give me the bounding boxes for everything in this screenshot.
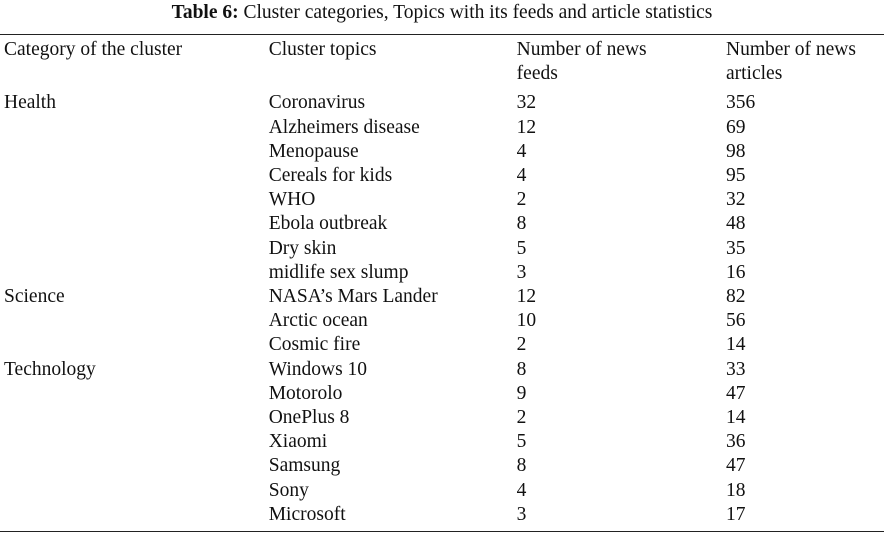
cell-category — [0, 237, 269, 261]
cell-category — [0, 140, 269, 164]
table-row — [0, 212, 884, 236]
cell-articles: 95 — [725, 165, 746, 187]
cell-topic: Xiaomi — [268, 431, 328, 453]
table-row — [0, 333, 884, 357]
cell-feeds: 4 — [516, 140, 527, 162]
table-row — [0, 454, 884, 478]
cell-feeds: 9 — [516, 382, 527, 404]
table-caption-text: Cluster categories, Topics with its feeds and article statistics — [243, 2, 713, 23]
table-row — [0, 261, 884, 285]
table-row — [0, 140, 884, 164]
cell-category — [0, 454, 269, 478]
cell-category — [0, 503, 269, 527]
cell-category: Science — [4, 286, 65, 308]
cell-feeds: 8 — [516, 455, 527, 477]
cell-articles: 98 — [725, 140, 746, 162]
header-articles — [726, 38, 884, 91]
cell-feeds: 8 — [516, 213, 527, 235]
cell-articles: 69 — [725, 116, 746, 138]
header-category: Category of the cluster — [4, 39, 183, 60]
cell-category — [0, 116, 269, 140]
cell-topic: Arctic ocean — [268, 310, 368, 332]
header-feeds — [517, 38, 726, 91]
cell-category — [0, 333, 269, 357]
table-row — [0, 430, 884, 454]
cell-articles: 56 — [725, 310, 746, 332]
header-articles-label: Number of news articles — [725, 39, 856, 85]
cell-articles: 48 — [725, 213, 746, 235]
cell-topic: Menopause — [268, 140, 359, 162]
table-row — [0, 309, 884, 333]
cell-category — [0, 479, 269, 503]
table-row — [0, 285, 884, 309]
table-top-rule — [0, 34, 884, 35]
table-row — [0, 91, 884, 115]
cell-feeds: 2 — [516, 407, 527, 429]
cell-articles: 82 — [725, 286, 746, 308]
table-row — [0, 164, 884, 188]
table-row — [0, 503, 884, 527]
cell-topic: midlife sex slump — [268, 261, 409, 283]
cell-feeds: 2 — [516, 334, 527, 356]
cell-feeds: 4 — [516, 479, 527, 501]
cell-category — [0, 430, 269, 454]
cell-feeds: 12 — [516, 286, 537, 308]
table-header-row — [0, 38, 884, 91]
cell-articles: 16 — [725, 261, 746, 283]
table-row — [0, 188, 884, 212]
cell-articles: 17 — [725, 503, 746, 525]
header-feeds-label: Number of news feeds — [516, 39, 647, 85]
cell-feeds: 8 — [516, 358, 527, 380]
table-caption-label: Table 6: — [171, 2, 239, 23]
cell-topic: Ebola outbreak — [268, 213, 388, 235]
cell-articles: 35 — [725, 237, 746, 259]
cell-articles: 14 — [725, 334, 746, 356]
table-row — [0, 479, 884, 503]
cell-topic: Dry skin — [268, 237, 337, 259]
cell-articles: 18 — [725, 479, 746, 501]
cell-feeds: 5 — [516, 237, 527, 259]
cell-category — [0, 212, 269, 236]
cell-feeds: 10 — [516, 310, 537, 332]
cell-articles: 36 — [725, 431, 746, 453]
cell-feeds: 3 — [516, 261, 527, 283]
cell-topic: OnePlus 8 — [268, 407, 350, 429]
cell-feeds: 3 — [516, 503, 527, 525]
cell-category — [0, 309, 269, 333]
table-row — [0, 406, 884, 430]
cell-feeds: 4 — [516, 165, 527, 187]
cell-category — [0, 188, 269, 212]
cell-topic: Alzheimers disease — [268, 116, 420, 138]
cell-feeds: 12 — [516, 116, 537, 138]
cell-feeds: 32 — [516, 92, 537, 114]
table-bottom-rule — [0, 531, 884, 532]
cell-topic: Cosmic fire — [268, 334, 361, 356]
cell-topic: Sony — [268, 479, 309, 501]
cell-topic: WHO — [268, 189, 316, 211]
cell-category — [0, 261, 269, 285]
cell-topic: Cereals for kids — [268, 165, 393, 187]
cell-topic: Microsoft — [268, 503, 346, 525]
cell-category — [0, 406, 269, 430]
cell-topic: Motorolo — [268, 382, 343, 404]
header-topic: Cluster topics — [268, 39, 377, 60]
cell-articles: 356 — [725, 92, 756, 114]
cell-category: Health — [4, 92, 56, 114]
cell-topic: Windows 10 — [268, 358, 368, 380]
cell-topic: Samsung — [268, 455, 341, 477]
cell-articles: 33 — [725, 358, 746, 380]
table-body — [0, 91, 884, 527]
cell-topic: Coronavirus — [268, 92, 366, 114]
cluster-statistics-table — [0, 38, 884, 527]
table-header — [0, 38, 884, 91]
cell-feeds: 5 — [516, 431, 527, 453]
cell-articles: 14 — [725, 407, 746, 429]
cell-category — [0, 164, 269, 188]
table-caption — [0, 2, 884, 24]
cell-category: Technology — [4, 358, 96, 380]
table-row — [0, 116, 884, 140]
cell-articles: 47 — [725, 455, 746, 477]
cell-category — [0, 382, 269, 406]
cell-articles: 47 — [725, 382, 746, 404]
cell-topic: NASA’s Mars Lander — [268, 286, 438, 308]
table-row — [0, 382, 884, 406]
table-row — [0, 237, 884, 261]
table-row — [0, 358, 884, 382]
cell-articles: 32 — [725, 189, 746, 211]
cell-feeds: 2 — [516, 189, 527, 211]
